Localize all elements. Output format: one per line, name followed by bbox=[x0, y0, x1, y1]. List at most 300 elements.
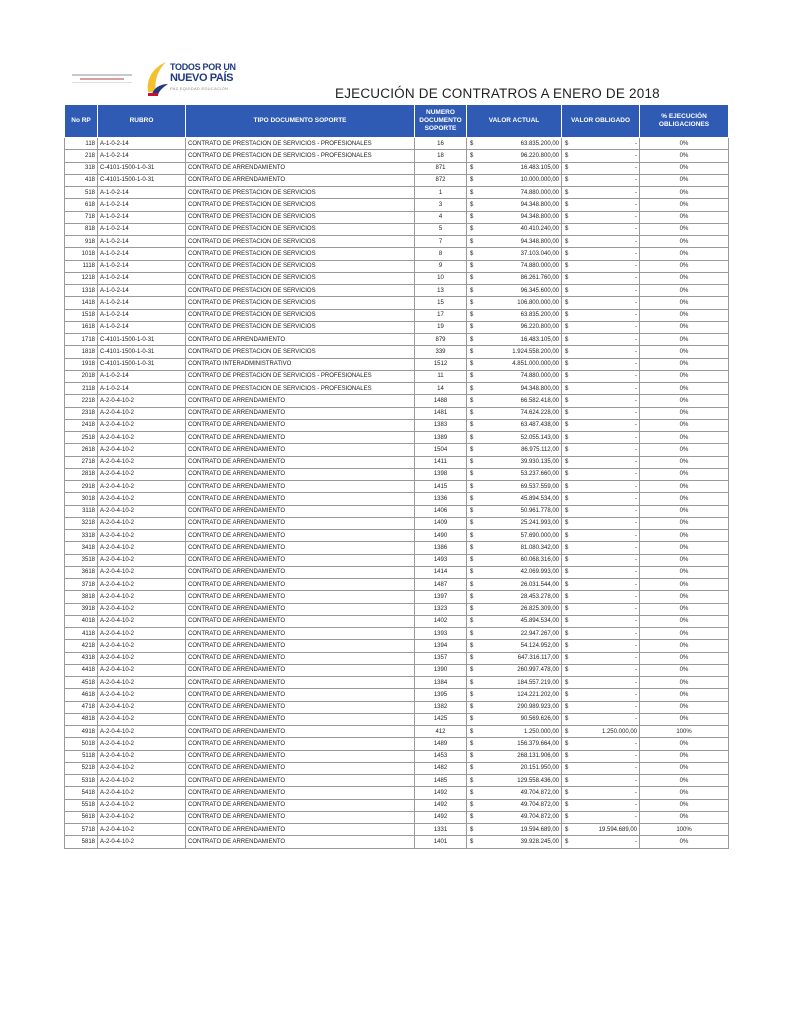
cell-valor-obligado-currency: $ bbox=[562, 554, 572, 566]
cell-valor-actual-currency: $ bbox=[467, 285, 481, 297]
cell-rubro: A-2-0-4-10-2 bbox=[98, 787, 186, 799]
cell-valor-actual: 74.624.228,00 bbox=[481, 407, 562, 419]
cell-numero-documento: 1 bbox=[415, 187, 467, 199]
cell-rubro: A-2-0-4-10-2 bbox=[98, 677, 186, 689]
cell-rubro: A-2-0-4-10-2 bbox=[98, 628, 186, 640]
cell-numero-documento: 1512 bbox=[415, 358, 467, 370]
cell-tipo-documento: CONTRATO DE PRESTACION DE SERVICIOS - PROFESIONALES bbox=[186, 370, 415, 382]
cell-valor-actual: 39.930.135,00 bbox=[481, 456, 562, 468]
cell-valor-actual-currency: $ bbox=[467, 775, 481, 787]
cell-rubro: A-1-0-2-14 bbox=[98, 260, 186, 272]
table-row bbox=[65, 775, 729, 787]
table-row bbox=[65, 517, 729, 529]
cell-valor-actual: 40.410.240,00 bbox=[481, 223, 562, 235]
cell-no-rp: 1818 bbox=[65, 346, 98, 358]
header-pct-ejecucion: % EJECUCIÓN OBLIGACIONES bbox=[640, 105, 729, 138]
cell-valor-obligado: - bbox=[572, 481, 640, 493]
cell-numero-documento: 1390 bbox=[415, 664, 467, 676]
cell-valor-obligado-currency: $ bbox=[562, 138, 572, 150]
cell-no-rp: 2618 bbox=[65, 444, 98, 456]
cell-numero-documento: 1414 bbox=[415, 566, 467, 578]
cell-valor-actual: 45.894.534,00 bbox=[481, 615, 562, 627]
cell-no-rp: 1118 bbox=[65, 260, 98, 272]
cell-tipo-documento: CONTRATO DE ARRENDAMIENTO bbox=[186, 799, 415, 811]
cell-rubro: A-2-0-4-10-2 bbox=[98, 799, 186, 811]
cell-tipo-documento: CONTRATO DE ARRENDAMIENTO bbox=[186, 824, 415, 836]
cell-valor-obligado-currency: $ bbox=[562, 824, 572, 836]
cell-valor-actual: 63.835.200,00 bbox=[481, 309, 562, 321]
cell-valor-actual: 4.851.000.000,00 bbox=[481, 358, 562, 370]
header-no-rp: No RP bbox=[65, 105, 98, 138]
table-row bbox=[65, 481, 729, 493]
table-row bbox=[65, 162, 729, 174]
cell-valor-obligado: - bbox=[572, 174, 640, 186]
cell-no-rp: 4518 bbox=[65, 677, 98, 689]
todos-por-un-nuevo-pais-logo bbox=[144, 60, 234, 98]
cell-rubro: A-2-0-4-10-2 bbox=[98, 615, 186, 627]
cell-valor-actual-currency: $ bbox=[467, 432, 481, 444]
cell-valor-obligado-currency: $ bbox=[562, 211, 572, 223]
cell-valor-actual-currency: $ bbox=[467, 664, 481, 676]
cell-no-rp: 3018 bbox=[65, 493, 98, 505]
cell-pct-ejecucion: 0% bbox=[640, 211, 729, 223]
table-row bbox=[65, 811, 729, 823]
cell-pct-ejecucion: 0% bbox=[640, 750, 729, 762]
cell-tipo-documento: CONTRATO DE ARRENDAMIENTO bbox=[186, 750, 415, 762]
cell-valor-actual: 63.487.438,00 bbox=[481, 419, 562, 431]
table-row bbox=[65, 664, 729, 676]
cell-valor-actual-currency: $ bbox=[467, 566, 481, 578]
cell-rubro: A-2-0-4-10-2 bbox=[98, 738, 186, 750]
cell-valor-actual-currency: $ bbox=[467, 187, 481, 199]
cell-pct-ejecucion: 0% bbox=[640, 162, 729, 174]
cell-tipo-documento: CONTRATO DE ARRENDAMIENTO bbox=[186, 419, 415, 431]
cell-rubro: A-2-0-4-10-2 bbox=[98, 726, 186, 738]
table-row bbox=[65, 824, 729, 836]
cell-pct-ejecucion: 0% bbox=[640, 677, 729, 689]
cell-valor-actual: 16.483.105,00 bbox=[481, 334, 562, 346]
cell-valor-actual: 49.704.872,00 bbox=[481, 799, 562, 811]
cell-valor-obligado: - bbox=[572, 468, 640, 480]
cell-numero-documento: 1331 bbox=[415, 824, 467, 836]
cell-valor-actual: 50.961.778,00 bbox=[481, 505, 562, 517]
cell-tipo-documento: CONTRATO DE ARRENDAMIENTO bbox=[186, 615, 415, 627]
cell-valor-obligado-currency: $ bbox=[562, 566, 572, 578]
cell-valor-actual-currency: $ bbox=[467, 530, 481, 542]
cell-rubro: A-2-0-4-10-2 bbox=[98, 517, 186, 529]
cell-tipo-documento: CONTRATO DE ARRENDAMIENTO bbox=[186, 432, 415, 444]
cell-tipo-documento: CONTRATO DE ARRENDAMIENTO bbox=[186, 701, 415, 713]
cell-valor-actual-currency: $ bbox=[467, 150, 481, 162]
cell-valor-obligado: - bbox=[572, 701, 640, 713]
cell-pct-ejecucion: 0% bbox=[640, 762, 729, 774]
cell-rubro: C-4101-1500-1-0-31 bbox=[98, 334, 186, 346]
table-row bbox=[65, 468, 729, 480]
cell-tipo-documento: CONTRATO DE ARRENDAMIENTO bbox=[186, 713, 415, 725]
table-row bbox=[65, 223, 729, 235]
cell-no-rp: 3118 bbox=[65, 505, 98, 517]
cell-valor-obligado: - bbox=[572, 236, 640, 248]
cell-valor-actual: 66.582.418,00 bbox=[481, 395, 562, 407]
cell-pct-ejecucion: 0% bbox=[640, 260, 729, 272]
cell-numero-documento: 1406 bbox=[415, 505, 467, 517]
cell-valor-actual: 74.880.000,00 bbox=[481, 260, 562, 272]
cell-valor-obligado-currency: $ bbox=[562, 750, 572, 762]
cell-pct-ejecucion: 0% bbox=[640, 236, 729, 248]
cell-pct-ejecucion: 0% bbox=[640, 652, 729, 664]
cell-tipo-documento: CONTRATO DE PRESTACION DE SERVICIOS bbox=[186, 272, 415, 284]
cell-valor-obligado-currency: $ bbox=[562, 787, 572, 799]
cell-valor-actual-currency: $ bbox=[467, 370, 481, 382]
cell-valor-obligado-currency: $ bbox=[562, 811, 572, 823]
cell-valor-actual: 1.250.000,00 bbox=[481, 726, 562, 738]
cell-tipo-documento: CONTRATO DE ARRENDAMIENTO bbox=[186, 762, 415, 774]
cell-numero-documento: 1490 bbox=[415, 530, 467, 542]
cell-valor-actual: 74.880.000,00 bbox=[481, 370, 562, 382]
cell-tipo-documento: CONTRATO DE ARRENDAMIENTO bbox=[186, 836, 415, 848]
cell-valor-actual-currency: $ bbox=[467, 334, 481, 346]
cell-tipo-documento: CONTRATO DE PRESTACION DE SERVICIOS bbox=[186, 211, 415, 223]
cell-no-rp: 4418 bbox=[65, 664, 98, 676]
cell-rubro: A-2-0-4-10-2 bbox=[98, 591, 186, 603]
table-row bbox=[65, 236, 729, 248]
cell-valor-actual-currency: $ bbox=[467, 726, 481, 738]
cell-pct-ejecucion: 0% bbox=[640, 174, 729, 186]
cell-numero-documento: 879 bbox=[415, 334, 467, 346]
cell-rubro: A-1-0-2-14 bbox=[98, 370, 186, 382]
cell-rubro: A-2-0-4-10-2 bbox=[98, 407, 186, 419]
cell-valor-obligado: 1.250.000,00 bbox=[572, 726, 640, 738]
cell-rubro: A-2-0-4-10-2 bbox=[98, 468, 186, 480]
cell-valor-obligado: - bbox=[572, 370, 640, 382]
cell-valor-actual: 94.348.800,00 bbox=[481, 236, 562, 248]
cell-rubro: A-1-0-2-14 bbox=[98, 309, 186, 321]
cell-numero-documento: 1382 bbox=[415, 701, 467, 713]
cell-valor-obligado-currency: $ bbox=[562, 652, 572, 664]
cell-valor-actual: 26.825.309,00 bbox=[481, 603, 562, 615]
cell-valor-actual: 42.069.993,00 bbox=[481, 566, 562, 578]
cell-numero-documento: 1504 bbox=[415, 444, 467, 456]
cell-tipo-documento: CONTRATO DE ARRENDAMIENTO bbox=[186, 591, 415, 603]
cell-rubro: A-2-0-4-10-2 bbox=[98, 652, 186, 664]
cell-pct-ejecucion: 0% bbox=[640, 346, 729, 358]
cell-valor-actual-currency: $ bbox=[467, 677, 481, 689]
cell-pct-ejecucion: 0% bbox=[640, 468, 729, 480]
cell-numero-documento: 1402 bbox=[415, 615, 467, 627]
cell-no-rp: 2418 bbox=[65, 419, 98, 431]
cell-numero-documento: 1357 bbox=[415, 652, 467, 664]
cell-valor-actual-currency: $ bbox=[467, 236, 481, 248]
cell-pct-ejecucion: 0% bbox=[640, 272, 729, 284]
cell-valor-obligado: - bbox=[572, 762, 640, 774]
cell-rubro: A-1-0-2-14 bbox=[98, 272, 186, 284]
cell-valor-actual-currency: $ bbox=[467, 652, 481, 664]
cell-no-rp: 4218 bbox=[65, 640, 98, 652]
cell-rubro: A-2-0-4-10-2 bbox=[98, 481, 186, 493]
cell-valor-obligado-currency: $ bbox=[562, 199, 572, 211]
cell-rubro: C-4101-1500-1-0-31 bbox=[98, 346, 186, 358]
cell-tipo-documento: CONTRATO DE ARRENDAMIENTO bbox=[186, 566, 415, 578]
cell-valor-actual: 49.704.872,00 bbox=[481, 787, 562, 799]
cell-valor-actual: 647.316.117,00 bbox=[481, 652, 562, 664]
cell-valor-obligado-currency: $ bbox=[562, 358, 572, 370]
cell-numero-documento: 16 bbox=[415, 138, 467, 150]
cell-valor-obligado-currency: $ bbox=[562, 395, 572, 407]
table-row bbox=[65, 713, 729, 725]
cell-valor-actual-currency: $ bbox=[467, 199, 481, 211]
cell-pct-ejecucion: 0% bbox=[640, 419, 729, 431]
cell-numero-documento: 1389 bbox=[415, 432, 467, 444]
table-row bbox=[65, 407, 729, 419]
cell-pct-ejecucion: 100% bbox=[640, 726, 729, 738]
cell-numero-documento: 1398 bbox=[415, 468, 467, 480]
cell-valor-obligado-currency: $ bbox=[562, 468, 572, 480]
cell-pct-ejecucion: 0% bbox=[640, 223, 729, 235]
cell-valor-obligado: - bbox=[572, 309, 640, 321]
cell-tipo-documento: CONTRATO DE ARRENDAMIENTO bbox=[186, 689, 415, 701]
cell-numero-documento: 7 bbox=[415, 236, 467, 248]
table-row bbox=[65, 738, 729, 750]
cell-valor-obligado-currency: $ bbox=[562, 187, 572, 199]
cell-numero-documento: 412 bbox=[415, 726, 467, 738]
cell-numero-documento: 1409 bbox=[415, 517, 467, 529]
header-rubro: RUBRO bbox=[98, 105, 186, 138]
table-row bbox=[65, 615, 729, 627]
cell-valor-obligado-currency: $ bbox=[562, 603, 572, 615]
cell-valor-obligado: - bbox=[572, 799, 640, 811]
cell-rubro: A-2-0-4-10-2 bbox=[98, 775, 186, 787]
table-row bbox=[65, 297, 729, 309]
cell-valor-actual-currency: $ bbox=[467, 468, 481, 480]
cell-valor-actual-currency: $ bbox=[467, 444, 481, 456]
cell-valor-obligado-currency: $ bbox=[562, 775, 572, 787]
cell-no-rp: 1518 bbox=[65, 309, 98, 321]
cell-no-rp: 4318 bbox=[65, 652, 98, 664]
cell-tipo-documento: CONTRATO DE ARRENDAMIENTO bbox=[186, 652, 415, 664]
cell-pct-ejecucion: 0% bbox=[640, 370, 729, 382]
cell-rubro: A-1-0-2-14 bbox=[98, 223, 186, 235]
cell-valor-actual-currency: $ bbox=[467, 272, 481, 284]
cell-valor-actual-currency: $ bbox=[467, 713, 481, 725]
cell-no-rp: 2518 bbox=[65, 432, 98, 444]
cell-pct-ejecucion: 0% bbox=[640, 481, 729, 493]
cell-tipo-documento: CONTRATO DE PRESTACION DE SERVICIOS bbox=[186, 346, 415, 358]
cell-valor-actual-currency: $ bbox=[467, 456, 481, 468]
cell-tipo-documento: CONTRATO DE PRESTACION DE SERVICIOS - PROFESIONALES bbox=[186, 383, 415, 395]
table-row bbox=[65, 554, 729, 566]
cell-no-rp: 2218 bbox=[65, 395, 98, 407]
cell-valor-obligado: - bbox=[572, 628, 640, 640]
cell-valor-actual: 86.975.112,00 bbox=[481, 444, 562, 456]
table-row bbox=[65, 370, 729, 382]
cell-no-rp: 4618 bbox=[65, 689, 98, 701]
cell-valor-actual: 96.220.800,00 bbox=[481, 321, 562, 333]
cell-numero-documento: 1489 bbox=[415, 738, 467, 750]
cell-no-rp: 2818 bbox=[65, 468, 98, 480]
cell-rubro: A-1-0-2-14 bbox=[98, 248, 186, 260]
cell-valor-actual-currency: $ bbox=[467, 554, 481, 566]
table-row bbox=[65, 383, 729, 395]
table-row bbox=[65, 566, 729, 578]
cell-rubro: A-2-0-4-10-2 bbox=[98, 566, 186, 578]
table-row bbox=[65, 432, 729, 444]
cell-pct-ejecucion: 0% bbox=[640, 285, 729, 297]
cell-numero-documento: 1393 bbox=[415, 628, 467, 640]
cell-tipo-documento: CONTRATO DE ARRENDAMIENTO bbox=[186, 481, 415, 493]
logo-line1: TODOS POR UN bbox=[170, 62, 236, 72]
cell-valor-obligado: - bbox=[572, 211, 640, 223]
cell-valor-obligado: - bbox=[572, 787, 640, 799]
cell-rubro: A-2-0-4-10-2 bbox=[98, 811, 186, 823]
cell-valor-obligado: - bbox=[572, 346, 640, 358]
cell-rubro: A-2-0-4-10-2 bbox=[98, 701, 186, 713]
cell-pct-ejecucion: 0% bbox=[640, 591, 729, 603]
cell-pct-ejecucion: 0% bbox=[640, 554, 729, 566]
cell-tipo-documento: CONTRATO DE ARRENDAMIENTO bbox=[186, 542, 415, 554]
cell-tipo-documento: CONTRATO DE ARRENDAMIENTO bbox=[186, 468, 415, 480]
cell-pct-ejecucion: 0% bbox=[640, 615, 729, 627]
table-header-row bbox=[65, 105, 729, 138]
cell-valor-actual: 69.537.559,00 bbox=[481, 481, 562, 493]
cell-valor-obligado-currency: $ bbox=[562, 346, 572, 358]
logo-swoosh-icon bbox=[144, 60, 170, 98]
table-row bbox=[65, 419, 729, 431]
cell-no-rp: 4918 bbox=[65, 726, 98, 738]
cell-pct-ejecucion: 0% bbox=[640, 138, 729, 150]
cell-numero-documento: 5 bbox=[415, 223, 467, 235]
cell-valor-actual-currency: $ bbox=[467, 211, 481, 223]
cell-no-rp: 4818 bbox=[65, 713, 98, 725]
cell-rubro: A-1-0-2-14 bbox=[98, 285, 186, 297]
cell-valor-obligado-currency: $ bbox=[562, 321, 572, 333]
cell-numero-documento: 1488 bbox=[415, 395, 467, 407]
cell-valor-obligado-currency: $ bbox=[562, 505, 572, 517]
cell-valor-actual-currency: $ bbox=[467, 824, 481, 836]
cell-no-rp: 1418 bbox=[65, 297, 98, 309]
cell-valor-actual-currency: $ bbox=[467, 419, 481, 431]
table-row bbox=[65, 689, 729, 701]
cell-pct-ejecucion: 0% bbox=[640, 628, 729, 640]
cell-tipo-documento: CONTRATO DE ARRENDAMIENTO bbox=[186, 456, 415, 468]
cell-tipo-documento: CONTRATO DE PRESTACION DE SERVICIOS bbox=[186, 236, 415, 248]
header-valor-actual: VALOR ACTUAL bbox=[467, 105, 562, 138]
cell-rubro: A-1-0-2-14 bbox=[98, 150, 186, 162]
cell-no-rp: 5618 bbox=[65, 811, 98, 823]
table-row bbox=[65, 750, 729, 762]
cell-valor-actual: 90.569.626,00 bbox=[481, 713, 562, 725]
cell-no-rp: 318 bbox=[65, 162, 98, 174]
cell-valor-obligado-currency: $ bbox=[562, 591, 572, 603]
header-valor-obligado: VALOR OBLIGADO bbox=[562, 105, 640, 138]
cell-valor-actual-currency: $ bbox=[467, 346, 481, 358]
cell-numero-documento: 10 bbox=[415, 272, 467, 284]
cell-tipo-documento: CONTRATO DE ARRENDAMIENTO bbox=[186, 603, 415, 615]
cell-pct-ejecucion: 0% bbox=[640, 799, 729, 811]
cell-valor-obligado-currency: $ bbox=[562, 713, 572, 725]
cell-pct-ejecucion: 0% bbox=[640, 530, 729, 542]
cell-pct-ejecucion: 0% bbox=[640, 407, 729, 419]
table-row bbox=[65, 701, 729, 713]
cell-valor-obligado: - bbox=[572, 579, 640, 591]
cell-valor-actual: 81.080.342,00 bbox=[481, 542, 562, 554]
cell-valor-obligado-currency: $ bbox=[562, 334, 572, 346]
cell-numero-documento: 1395 bbox=[415, 689, 467, 701]
cell-numero-documento: 18 bbox=[415, 150, 467, 162]
cell-valor-actual-currency: $ bbox=[467, 138, 481, 150]
cell-numero-documento: 1411 bbox=[415, 456, 467, 468]
cell-pct-ejecucion: 0% bbox=[640, 811, 729, 823]
cell-no-rp: 718 bbox=[65, 211, 98, 223]
cell-valor-obligado: - bbox=[572, 713, 640, 725]
cell-rubro: A-2-0-4-10-2 bbox=[98, 554, 186, 566]
cell-valor-obligado: - bbox=[572, 615, 640, 627]
cell-no-rp: 1018 bbox=[65, 248, 98, 260]
cell-pct-ejecucion: 0% bbox=[640, 640, 729, 652]
table-row bbox=[65, 346, 729, 358]
cell-rubro: A-2-0-4-10-2 bbox=[98, 505, 186, 517]
cell-valor-obligado: - bbox=[572, 554, 640, 566]
cell-numero-documento: 1394 bbox=[415, 640, 467, 652]
cell-valor-actual-currency: $ bbox=[467, 407, 481, 419]
cell-valor-obligado-currency: $ bbox=[562, 738, 572, 750]
table-row bbox=[65, 505, 729, 517]
table-row bbox=[65, 836, 729, 848]
cell-no-rp: 1318 bbox=[65, 285, 98, 297]
cell-pct-ejecucion: 0% bbox=[640, 150, 729, 162]
cell-valor-obligado: - bbox=[572, 811, 640, 823]
cell-pct-ejecucion: 0% bbox=[640, 432, 729, 444]
cell-tipo-documento: CONTRATO DE ARRENDAMIENTO bbox=[186, 505, 415, 517]
cell-valor-obligado-currency: $ bbox=[562, 493, 572, 505]
cell-rubro: A-2-0-4-10-2 bbox=[98, 689, 186, 701]
cell-no-rp: 3718 bbox=[65, 579, 98, 591]
cell-numero-documento: 1415 bbox=[415, 481, 467, 493]
cell-rubro: A-1-0-2-14 bbox=[98, 138, 186, 150]
cell-numero-documento: 1493 bbox=[415, 554, 467, 566]
cell-tipo-documento: CONTRATO DE PRESTACION DE SERVICIOS bbox=[186, 260, 415, 272]
cell-rubro: A-2-0-4-10-2 bbox=[98, 542, 186, 554]
cell-valor-actual: 26.031.544,00 bbox=[481, 579, 562, 591]
cell-valor-obligado: - bbox=[572, 689, 640, 701]
cell-no-rp: 418 bbox=[65, 174, 98, 186]
cell-valor-actual-currency: $ bbox=[467, 738, 481, 750]
cell-valor-obligado: 19.594.689,00 bbox=[572, 824, 640, 836]
cell-valor-actual-currency: $ bbox=[467, 787, 481, 799]
cell-tipo-documento: CONTRATO DE ARRENDAMIENTO bbox=[186, 334, 415, 346]
cell-valor-obligado: - bbox=[572, 640, 640, 652]
table-row bbox=[65, 272, 729, 284]
cell-no-rp: 1218 bbox=[65, 272, 98, 284]
cell-rubro: A-1-0-2-14 bbox=[98, 321, 186, 333]
cell-valor-actual-currency: $ bbox=[467, 260, 481, 272]
cell-numero-documento: 1492 bbox=[415, 799, 467, 811]
cell-valor-obligado-currency: $ bbox=[562, 689, 572, 701]
cell-tipo-documento: CONTRATO DE PRESTACION DE SERVICIOS bbox=[186, 199, 415, 211]
cell-numero-documento: 11 bbox=[415, 370, 467, 382]
table-row bbox=[65, 762, 729, 774]
cell-valor-actual-currency: $ bbox=[467, 836, 481, 848]
cell-valor-actual-currency: $ bbox=[467, 615, 481, 627]
cell-valor-obligado: - bbox=[572, 603, 640, 615]
cell-no-rp: 4718 bbox=[65, 701, 98, 713]
cell-tipo-documento: CONTRATO DE ARRENDAMIENTO bbox=[186, 395, 415, 407]
cell-rubro: A-1-0-2-14 bbox=[98, 211, 186, 223]
cell-valor-obligado-currency: $ bbox=[562, 726, 572, 738]
cell-no-rp: 3918 bbox=[65, 603, 98, 615]
cell-valor-obligado: - bbox=[572, 223, 640, 235]
cell-rubro: A-2-0-4-10-2 bbox=[98, 419, 186, 431]
cell-numero-documento: 1482 bbox=[415, 762, 467, 774]
